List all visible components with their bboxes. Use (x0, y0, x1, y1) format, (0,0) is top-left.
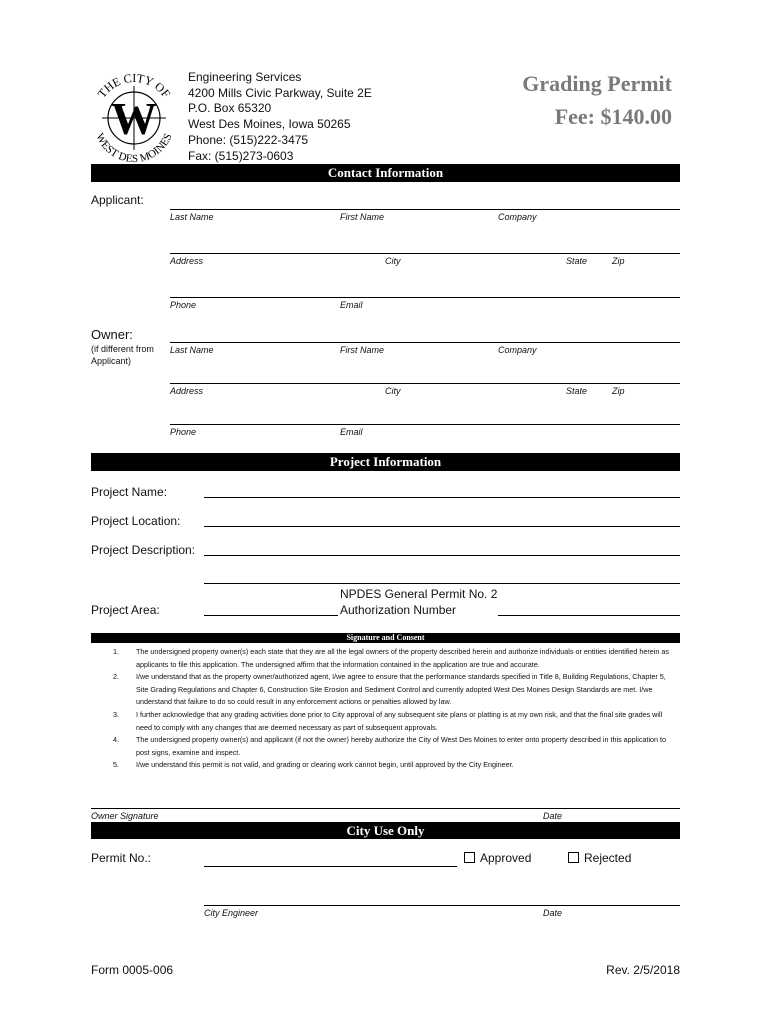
applicant-last-name-label: Last Name (170, 212, 214, 222)
rejected-checkbox[interactable] (568, 851, 631, 865)
list-item: 4. The undersigned property owner(s) and applicant (if not the owner) hereby authorize the City of West Des Moines to enter onto property described in this application to post signs, examine and inspect. (113, 735, 667, 757)
owner-zip-label: Zip (612, 386, 625, 396)
fee-label: Fee: $140.00 (554, 104, 672, 129)
npdes-authorization-field[interactable] (498, 615, 680, 616)
owner-signature-field[interactable] (91, 808, 680, 809)
owner-signature-date-label: Date (543, 811, 563, 821)
logo-monogram: W (111, 93, 157, 144)
project-description-field-2[interactable] (204, 583, 680, 584)
address-line: West Des Moines, Iowa 50265 (188, 117, 351, 132)
project-location-field[interactable] (204, 526, 680, 527)
applicant-state-label: State (566, 256, 588, 266)
contact-heading: Contact Information (91, 164, 680, 182)
checkbox-icon (464, 852, 475, 863)
owner-state-label: State (566, 386, 588, 396)
project-description-field[interactable] (204, 555, 680, 556)
rejected-label: Rejected (584, 851, 632, 865)
project-heading: Project Information (91, 453, 680, 471)
form-number: Form 0005-006 (91, 963, 174, 977)
city-logo (84, 64, 184, 164)
permit-no-field[interactable] (204, 866, 457, 867)
project-name-field[interactable] (204, 497, 680, 498)
city-use-heading: City Use Only (91, 822, 680, 839)
consent-list (91, 646, 680, 772)
owner-address-line[interactable] (170, 383, 680, 384)
address-line: Phone: (515)222-3475 (188, 132, 309, 147)
approved-checkbox[interactable] (464, 851, 531, 865)
project-area-field[interactable] (204, 615, 338, 616)
applicant-name-line[interactable] (170, 209, 680, 210)
page-title: Grading Permit (522, 71, 672, 96)
city-engineer-label: City Engineer (204, 908, 259, 918)
applicant-zip-label: Zip (612, 256, 625, 266)
city-engineer-field[interactable] (204, 905, 680, 906)
logo-top-text: THE CITY OF (94, 70, 174, 101)
owner-phone-label: Phone (170, 427, 197, 437)
applicant-company-label: Company (498, 212, 537, 222)
applicant-label: Applicant: (91, 193, 144, 207)
owner-signature-label: Owner Signature (91, 811, 159, 821)
npdes-label-1: NPDES General Permit No. 2 (340, 587, 498, 601)
npdes-label-2: Authorization Number (340, 603, 457, 617)
project-location-label: Project Location: (91, 514, 181, 528)
applicant-address-line[interactable] (170, 253, 680, 254)
list-item: 1. The undersigned property owner(s) each state that they are all the legal owners of the property described herein and authorize individuals or entities identified herein as applicants to file this application. The undersigned affirm that the information contained in the application are true and accurate. (113, 647, 669, 669)
approved-label: Approved (480, 851, 532, 865)
owner-email-label: Email (340, 427, 363, 437)
address-line: P.O. Box 65320 (188, 101, 272, 116)
project-area-label: Project Area: (91, 603, 160, 617)
applicant-email-label: Email (340, 300, 363, 310)
revision-date: Rev. 2/5/2018 (606, 963, 680, 977)
list-item: 2. I/we understand that as the property owner/authorized agent, I/we agree to ensure that the performance standards specified in Title 8, Building Regulations, Chapter 5, Site Grading Regulations and Chapter 6, Construction Site Erosion and Sediment Control and currently adopted West Des Moines Design Standards are met. I/we understand that failure to do so could result in any enforcement actions or penalties allowed by law. (113, 672, 666, 707)
address-block (188, 70, 372, 164)
checkbox-icon (568, 852, 579, 863)
owner-note: (if different from (91, 344, 154, 354)
list-item: 5. I/we understand this permit is not valid, and grading or clearing work cannot begin, until approved by the City Engineer. (113, 760, 514, 770)
owner-label: Owner: (91, 327, 133, 342)
applicant-city-label: City (385, 256, 401, 266)
owner-city-label: City (385, 386, 401, 396)
consent-heading: Signature and Consent (91, 633, 680, 643)
address-line: Fax: (515)273-0603 (188, 148, 294, 163)
applicant-first-name-label: First Name (340, 212, 385, 222)
project-description-label: Project Description: (91, 543, 196, 557)
permit-no-label: Permit No.: (91, 851, 152, 865)
owner-address-label: Address (170, 386, 204, 396)
list-item: 3. I further acknowledge that any grading activities done prior to City approval of any subsequent site plans or platting is at my own risk, and that the final site grades will need to comply with any changes that are deemed necessary as part of subsequent approvals. (113, 709, 663, 732)
address-line: 4200 Mills Civic Parkway, Suite 2E (188, 85, 372, 100)
address-line: Engineering Services (188, 70, 302, 84)
applicant-phone-label: Phone (170, 300, 197, 310)
owner-last-name-label: Last Name (170, 345, 214, 355)
owner-note-2: Applicant) (91, 356, 132, 366)
logo-bottom-text: WEST DES MOINES (93, 131, 175, 164)
owner-first-name-label: First Name (340, 345, 385, 355)
owner-company-label: Company (498, 345, 537, 355)
owner-phone-line[interactable] (170, 424, 680, 425)
city-engineer-date-label: Date (543, 908, 563, 918)
owner-name-line[interactable] (170, 342, 680, 343)
project-name-label: Project Name: (91, 485, 168, 499)
applicant-phone-line[interactable] (170, 297, 680, 298)
applicant-address-label: Address (170, 256, 204, 266)
